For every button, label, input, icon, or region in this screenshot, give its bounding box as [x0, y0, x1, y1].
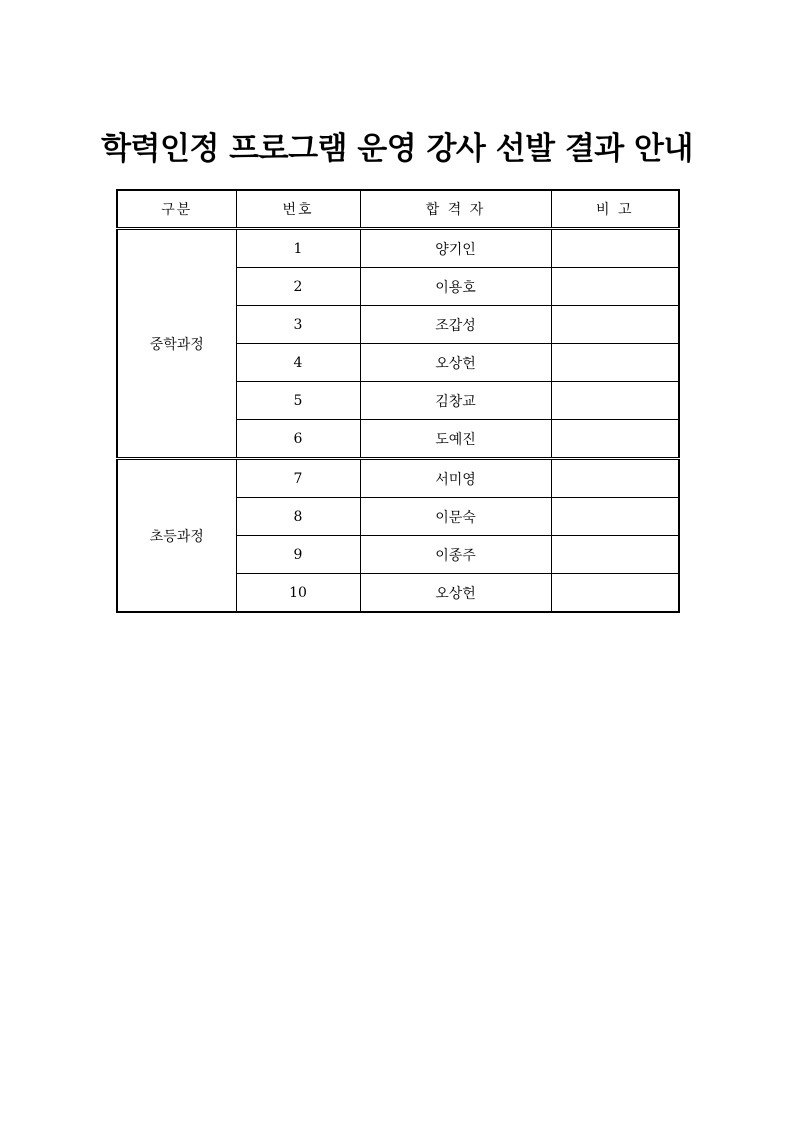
table-row — [117, 229, 679, 268]
row-name: 이문숙 — [360, 498, 551, 536]
row-number: 6 — [236, 420, 360, 459]
row-name: 도예진 — [360, 420, 551, 459]
row-name: 오상헌 — [360, 574, 551, 613]
header-category: 구분 — [117, 190, 236, 229]
row-number: 4 — [236, 344, 360, 382]
row-name: 서미영 — [360, 459, 551, 498]
row-note — [551, 574, 679, 613]
row-name: 양기인 — [360, 229, 551, 268]
results-table — [116, 189, 680, 613]
row-number: 7 — [236, 459, 360, 498]
row-number: 10 — [236, 574, 360, 613]
row-number: 1 — [236, 229, 360, 268]
category-middle-school: 중학과정 — [117, 229, 236, 459]
row-note — [551, 536, 679, 574]
row-note — [551, 268, 679, 306]
row-note — [551, 306, 679, 344]
row-number: 9 — [236, 536, 360, 574]
row-number: 3 — [236, 306, 360, 344]
row-note — [551, 344, 679, 382]
row-note — [551, 420, 679, 459]
row-name: 이종주 — [360, 536, 551, 574]
row-note — [551, 459, 679, 498]
table-header-row — [117, 190, 679, 229]
row-name: 오상헌 — [360, 344, 551, 382]
row-note — [551, 382, 679, 420]
row-name: 조갑성 — [360, 306, 551, 344]
header-remarks: 비 고 — [551, 190, 679, 229]
table-row — [117, 459, 679, 498]
row-number: 5 — [236, 382, 360, 420]
header-candidate: 합 격 자 — [360, 190, 551, 229]
row-name: 김창교 — [360, 382, 551, 420]
page-title: 학력인정 프로그램 운영 강사 선발 결과 안내 — [101, 131, 693, 167]
row-number: 2 — [236, 268, 360, 306]
category-elementary-school: 초등과정 — [117, 459, 236, 613]
row-note — [551, 229, 679, 268]
header-number: 번호 — [236, 190, 360, 229]
row-name: 이용호 — [360, 268, 551, 306]
row-note — [551, 498, 679, 536]
row-number: 8 — [236, 498, 360, 536]
